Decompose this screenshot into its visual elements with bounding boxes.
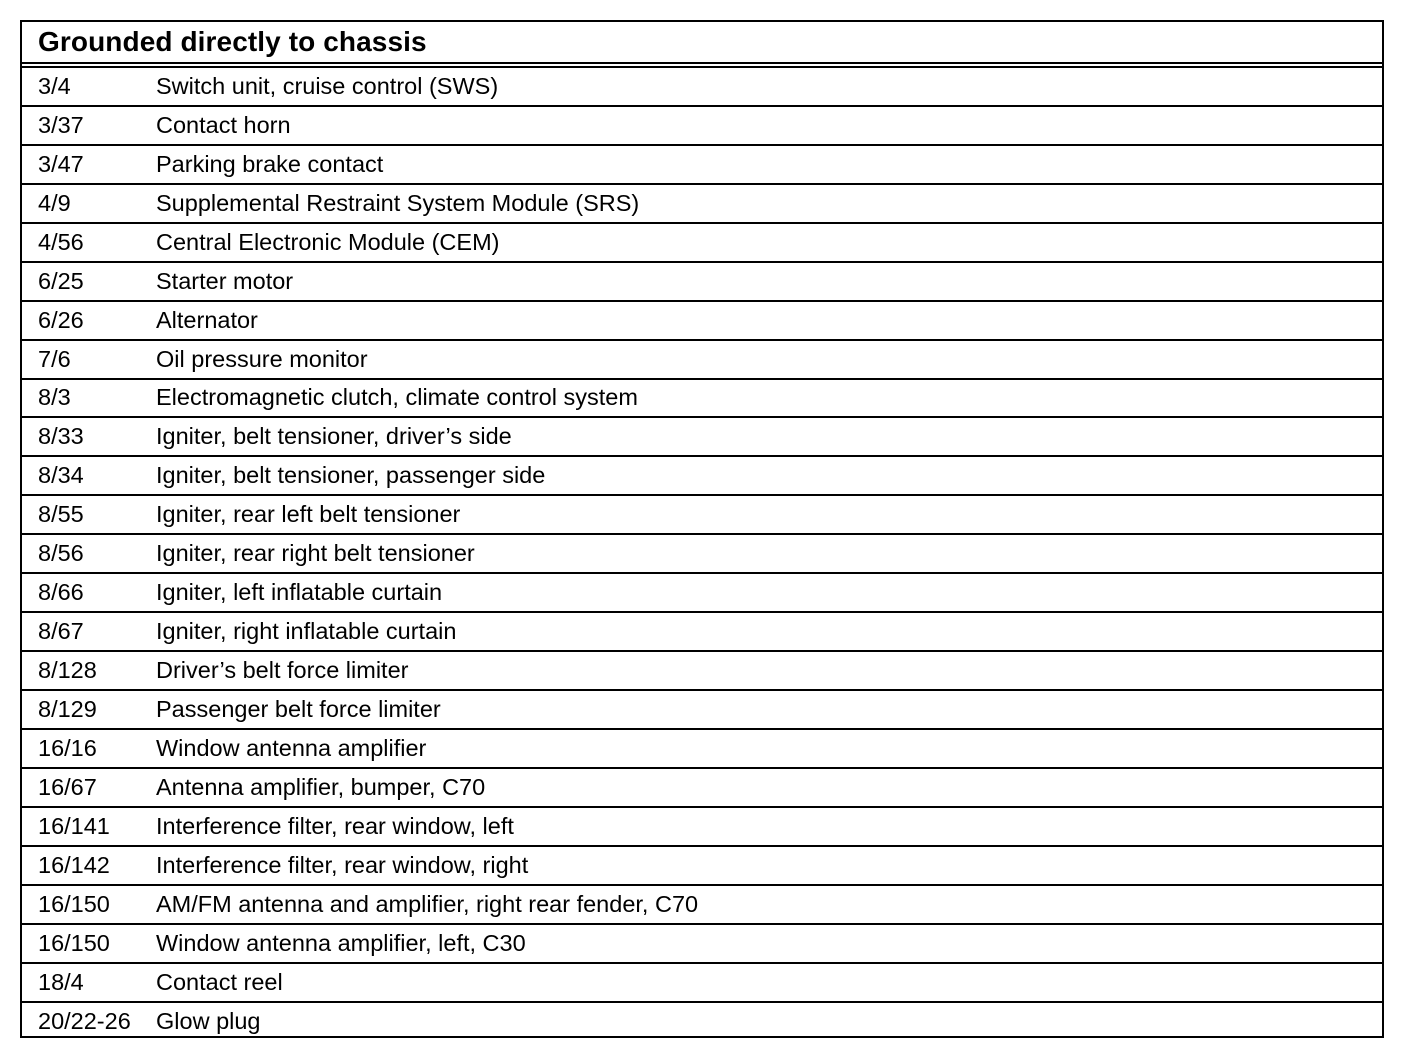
component-description: Antenna amplifier, bumper, C70	[156, 773, 486, 800]
component-code: 8/33	[38, 423, 84, 450]
component-description: Supplemental Restraint System Module (SRS)	[156, 189, 640, 216]
component-code: 8/56	[38, 540, 84, 567]
table-row	[22, 964, 1382, 1003]
component-code: 20/22-26	[38, 1008, 131, 1035]
component-code: 4/56	[38, 228, 84, 255]
component-description: Igniter, left inflatable curtain	[156, 579, 443, 606]
table-row	[22, 847, 1382, 886]
component-code: 8/34	[38, 462, 84, 489]
table-body	[22, 68, 1382, 1041]
component-code: 3/47	[38, 150, 84, 177]
component-code: 3/4	[38, 72, 71, 99]
component-code: 8/67	[38, 618, 84, 645]
component-code: 16/150	[38, 890, 110, 917]
component-description: Igniter, rear left belt tensioner	[156, 501, 461, 528]
table-row	[22, 730, 1382, 769]
component-code: 18/4	[38, 968, 84, 995]
component-description: Window antenna amplifier	[156, 734, 427, 761]
component-description: Passenger belt force limiter	[156, 695, 441, 722]
table-row	[22, 535, 1382, 574]
table-title-row	[22, 22, 1382, 62]
table-row	[22, 652, 1382, 691]
table-row	[22, 769, 1382, 808]
table-row	[22, 496, 1382, 535]
component-description: Glow plug	[156, 1008, 261, 1035]
component-description: Igniter, right inflatable curtain	[156, 618, 457, 645]
component-description: Switch unit, cruise control (SWS)	[156, 72, 499, 99]
component-code: 8/66	[38, 579, 84, 606]
component-code: 16/150	[38, 929, 110, 956]
component-description: Interference filter, rear window, right	[156, 851, 529, 878]
table-row	[22, 613, 1382, 652]
component-description: Oil pressure monitor	[156, 345, 368, 372]
component-description: Igniter, rear right belt tensioner	[156, 540, 475, 567]
table-row	[22, 263, 1382, 302]
component-description: Contact horn	[156, 111, 291, 138]
component-description: Driver’s belt force limiter	[156, 657, 409, 684]
table-row	[22, 146, 1382, 185]
component-code: 16/141	[38, 812, 110, 839]
table-row	[22, 341, 1382, 380]
component-code: 8/128	[38, 657, 97, 684]
table-row	[22, 574, 1382, 613]
component-code: 16/142	[38, 851, 110, 878]
component-code: 7/6	[38, 345, 71, 372]
table-row	[22, 886, 1382, 925]
table-row	[22, 925, 1382, 964]
table-row	[22, 457, 1382, 496]
component-code: 8/3	[38, 384, 71, 411]
component-description: Igniter, belt tensioner, passenger side	[156, 462, 546, 489]
table-row	[22, 107, 1382, 146]
component-code: 8/129	[38, 695, 97, 722]
table-row	[22, 302, 1382, 341]
table-row	[22, 418, 1382, 457]
component-code: 6/26	[38, 306, 84, 333]
table-row	[22, 185, 1382, 224]
component-description: Igniter, belt tensioner, driver’s side	[156, 423, 512, 450]
component-description: Parking brake contact	[156, 150, 384, 177]
component-description: Starter motor	[156, 267, 294, 294]
component-description: Contact reel	[156, 968, 283, 995]
table-row	[22, 691, 1382, 730]
table-row	[22, 68, 1382, 107]
table-row	[22, 224, 1382, 263]
component-description: Electromagnetic clutch, climate control system	[156, 384, 638, 411]
table-title: Grounded directly to chassis	[38, 26, 427, 57]
component-code: 3/37	[38, 111, 84, 138]
component-description: Alternator	[156, 306, 258, 333]
table-row	[22, 1003, 1382, 1042]
component-code: 16/16	[38, 734, 97, 761]
grounding-table	[20, 20, 1384, 1038]
component-code: 16/67	[38, 773, 97, 800]
component-code: 6/25	[38, 267, 84, 294]
component-code: 4/9	[38, 189, 71, 216]
component-description: AM/FM antenna and amplifier, right rear fender, C70	[156, 890, 699, 917]
table-row	[22, 380, 1382, 419]
component-description: Central Electronic Module (CEM)	[156, 228, 500, 255]
component-description: Window antenna amplifier, left, C30	[156, 929, 526, 956]
component-description: Interference filter, rear window, left	[156, 812, 514, 839]
table-row	[22, 808, 1382, 847]
component-code: 8/55	[38, 501, 84, 528]
